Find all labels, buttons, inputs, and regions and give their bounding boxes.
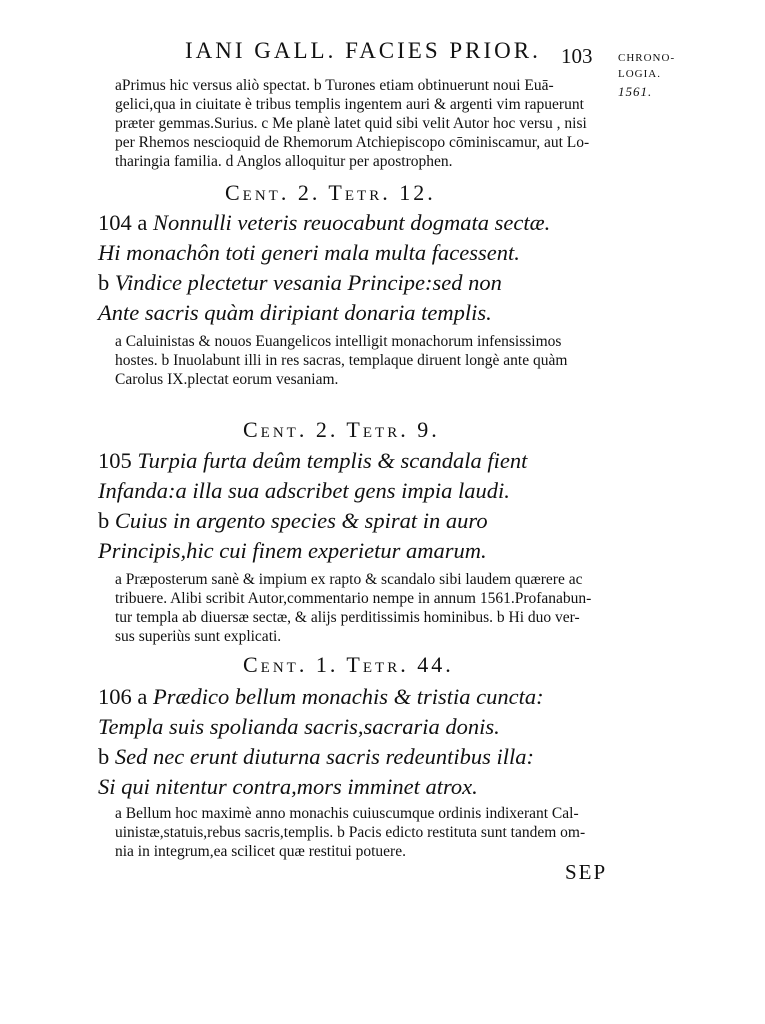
note-line: uinistæ,statuis,rebus sacris,templis. b Pacis edicto restituta sunt tandem om- xyxy=(115,824,586,841)
verse-text: Hi monachôn toti generi mala multa facessent. xyxy=(98,240,520,265)
verse-line xyxy=(98,208,550,238)
verse-text: Turpia furta deûm templis & scandala fient xyxy=(137,448,528,473)
note-marker: a xyxy=(137,210,148,235)
verse-number: 104 xyxy=(98,210,132,235)
note-line: præter gemmas.Surius. c Me planè latet quid sibi velit Autor hoc versu , nisi xyxy=(115,115,587,132)
verse-number: 106 xyxy=(98,684,132,709)
verse-block xyxy=(98,446,527,566)
notes-section-3 xyxy=(115,804,615,861)
verse-text: Ante sacris quàm diripiant donaria templis. xyxy=(98,300,492,325)
section-heading: Cent. 2. Tetr. 9. xyxy=(243,417,440,442)
notes-section-2 xyxy=(115,570,615,646)
verse-number: 105 xyxy=(98,448,132,473)
note-line: per Rhemos nescioquid de Rhemorum Atchiepiscopo cōminiscamur, aut Lo- xyxy=(115,134,590,151)
catchword: SEP xyxy=(565,860,608,884)
notes-top xyxy=(115,76,615,171)
note-marker: a xyxy=(137,684,148,709)
note-line: Carolus IX.plectat eorum vesaniam. xyxy=(115,371,339,388)
verse-text: Vindice plectetur vesania Principe:sed non xyxy=(114,270,502,295)
section-heading: Cent. 2. Tetr. 12. xyxy=(225,180,436,205)
note-line: tur templa ab diuersæ sectæ, & alijs perditissimis hominibus. b Hi duo ver- xyxy=(115,609,580,626)
verse-line xyxy=(98,536,527,566)
margin-note-line-1: CHRONO- xyxy=(618,52,676,64)
verse-line xyxy=(98,446,527,476)
verse-text: Infanda:a illa sua adscribet gens impia laudi. xyxy=(98,478,510,503)
verse-line xyxy=(98,506,527,536)
verse-line xyxy=(98,238,550,268)
verse-block xyxy=(98,682,544,802)
margin-note-line-2: LOGIA. xyxy=(618,68,661,80)
verse-text: Cuius in argento species & spirat in auro xyxy=(114,508,488,533)
note-line: tharingia familia. d Anglos alloquitur per apostrophen. xyxy=(115,153,453,170)
note-marker: b xyxy=(98,508,110,533)
note-line: nia in integrum,ea scilicet quæ restitui potuere. xyxy=(115,843,406,860)
notes-section-1 xyxy=(115,332,615,389)
verse-text: Sed nec erunt diuturna sacris redeuntibus illa: xyxy=(114,744,534,769)
running-head: IANI GALL. FACIES PRIOR. xyxy=(185,38,541,63)
verse-text: Principis,hic cui finem experietur amarum. xyxy=(98,538,487,563)
verse-line xyxy=(98,268,550,298)
verse-line xyxy=(98,298,550,328)
verse-line xyxy=(98,742,544,772)
note-line: sus superiùs sunt explicati. xyxy=(115,628,282,645)
verse-line xyxy=(98,772,544,802)
note-line: hostes. b Inuolabunt illi in res sacras, templaque diruent longè ante quàm xyxy=(115,352,568,369)
section-heading: Cent. 1. Tetr. 44. xyxy=(243,652,454,677)
note-line: a Bellum hoc maximè anno monachis cuiuscumque ordinis indixerant Cal- xyxy=(115,805,579,822)
verse-text: Templa suis spolianda sacris,sacraria donis. xyxy=(98,714,500,739)
verse-line xyxy=(98,712,544,742)
note-line: a Caluinistas & nouos Euangelicos intelligit monachorum infensissimos xyxy=(115,333,562,350)
verse-text: Nonnulli veteris reuocabunt dogmata sectæ. xyxy=(153,210,551,235)
margin-note-year: 1561. xyxy=(618,84,653,99)
note-line: aPrimus hic versus aliò spectat. b Turones etiam obtinuerunt noui Euā- xyxy=(115,77,554,94)
verse-text: Prædico bellum monachis & tristia cuncta: xyxy=(153,684,544,709)
note-line: a Præposterum sanè & impium ex rapto & scandalo sibi laudem quærere ac xyxy=(115,571,583,588)
verse-text: Si qui nitentur contra,mors imminet atrox. xyxy=(98,774,478,799)
verse-block xyxy=(98,208,550,328)
note-marker: b xyxy=(98,270,110,295)
page-number: 103 xyxy=(561,44,593,68)
note-line: gelici,qua in ciuitate è tribus templis ingentem auri & argenti vim rapuerunt xyxy=(115,96,584,113)
note-line: tribuere. Alibi scribit Autor,commentario nempe in annum 1561.Profanabun- xyxy=(115,590,592,607)
note-marker: b xyxy=(98,744,110,769)
verse-line xyxy=(98,476,527,506)
verse-line xyxy=(98,682,544,712)
